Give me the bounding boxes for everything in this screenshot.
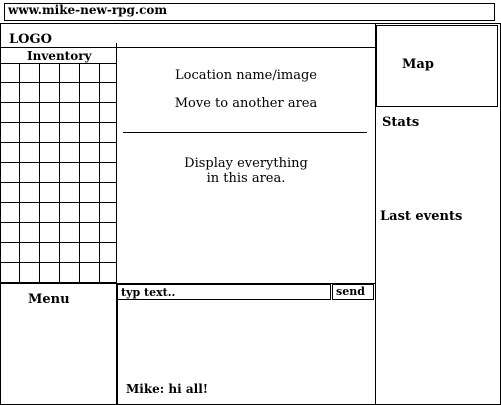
inventory-slot[interactable] — [80, 243, 100, 263]
inventory-slot[interactable] — [100, 183, 117, 203]
inventory-slot[interactable] — [20, 243, 40, 263]
inventory-slot[interactable] — [100, 243, 117, 263]
move-area-link[interactable]: Move to another area — [174, 96, 318, 111]
inventory-slot[interactable] — [100, 143, 117, 163]
inventory-slot[interactable] — [20, 83, 40, 103]
area-content — [117, 156, 375, 186]
header-divider-left — [0, 47, 117, 48]
inventory-slot[interactable] — [40, 243, 60, 263]
logo: LOGO — [9, 32, 52, 47]
inventory-slot[interactable] — [60, 203, 80, 223]
inventory-slot[interactable] — [40, 223, 60, 243]
location-name: Location name/image — [175, 68, 317, 83]
inventory-slot[interactable] — [0, 243, 20, 263]
inventory-slot[interactable] — [80, 123, 100, 143]
send-button[interactable]: send — [332, 284, 374, 300]
inventory-slot[interactable] — [60, 183, 80, 203]
chat-message: Mike: hi all! — [126, 382, 209, 396]
inventory-slot[interactable] — [0, 223, 20, 243]
inventory-slot[interactable] — [20, 63, 40, 83]
inventory-slot[interactable] — [0, 143, 20, 163]
inventory-slot[interactable] — [60, 163, 80, 183]
inventory-slot[interactable] — [20, 143, 40, 163]
inventory-slot[interactable] — [100, 163, 117, 183]
inventory-slot[interactable] — [80, 183, 100, 203]
inventory-slot[interactable] — [20, 183, 40, 203]
inventory-slot[interactable] — [60, 263, 80, 283]
inventory-slot[interactable] — [100, 63, 117, 83]
inventory-slot[interactable] — [0, 123, 20, 143]
inventory-slot[interactable] — [40, 203, 60, 223]
inventory-slot[interactable] — [100, 203, 117, 223]
area-content-line-2: in this area. — [206, 171, 286, 186]
inventory-slot[interactable] — [0, 203, 20, 223]
inventory-slot[interactable] — [20, 163, 40, 183]
inventory-slot[interactable] — [20, 263, 40, 283]
inventory-slot[interactable] — [80, 203, 100, 223]
inventory-slot[interactable] — [20, 103, 40, 123]
inventory-slot[interactable] — [20, 203, 40, 223]
inventory-slot[interactable] — [60, 83, 80, 103]
inventory-slot[interactable] — [100, 223, 117, 243]
inventory-slot[interactable] — [60, 223, 80, 243]
inventory-slot[interactable] — [100, 263, 117, 283]
inventory-slot[interactable] — [40, 263, 60, 283]
inventory-slot[interactable] — [60, 103, 80, 123]
map-panel[interactable] — [376, 25, 498, 107]
inventory-slot[interactable] — [0, 183, 20, 203]
inventory-slot[interactable] — [40, 143, 60, 163]
inventory-slot[interactable] — [0, 103, 20, 123]
location-divider — [123, 132, 367, 133]
inventory-slot[interactable] — [40, 163, 60, 183]
inventory-slot[interactable] — [40, 83, 60, 103]
inventory-slot[interactable] — [40, 63, 60, 83]
inventory-slot[interactable] — [60, 143, 80, 163]
inventory-title: Inventory — [27, 49, 92, 63]
inventory-slot[interactable] — [80, 83, 100, 103]
stats-label: Stats — [382, 115, 420, 130]
chat-input[interactable] — [117, 284, 331, 300]
last-events-label: Last events — [380, 209, 463, 224]
inventory-slot[interactable] — [80, 63, 100, 83]
map-label: Map — [402, 57, 434, 72]
inventory-slot[interactable] — [80, 103, 100, 123]
inventory-slot[interactable] — [60, 123, 80, 143]
inventory-slot[interactable] — [80, 223, 100, 243]
inventory-grid — [0, 63, 117, 283]
inventory-slot[interactable] — [40, 183, 60, 203]
inventory-slot[interactable] — [0, 63, 20, 83]
inventory-slot[interactable] — [80, 163, 100, 183]
inventory-slot[interactable] — [100, 123, 117, 143]
inventory-slot[interactable] — [100, 83, 117, 103]
inventory-slot[interactable] — [80, 263, 100, 283]
url-text: www.mike-new-rpg.com — [8, 3, 168, 17]
inventory-slot[interactable] — [100, 103, 117, 123]
inventory-slot[interactable] — [40, 103, 60, 123]
menu-label: Menu — [28, 292, 70, 307]
inventory-slot[interactable] — [0, 83, 20, 103]
inventory-slot[interactable] — [60, 243, 80, 263]
area-content-line-1: Display everything — [184, 156, 308, 171]
inventory-slot[interactable] — [0, 163, 20, 183]
inventory-slot[interactable] — [20, 223, 40, 243]
inventory-slot[interactable] — [40, 123, 60, 143]
inventory-slot[interactable] — [0, 263, 20, 283]
inventory-slot[interactable] — [20, 123, 40, 143]
inventory-slot[interactable] — [80, 143, 100, 163]
inventory-slot[interactable] — [60, 63, 80, 83]
